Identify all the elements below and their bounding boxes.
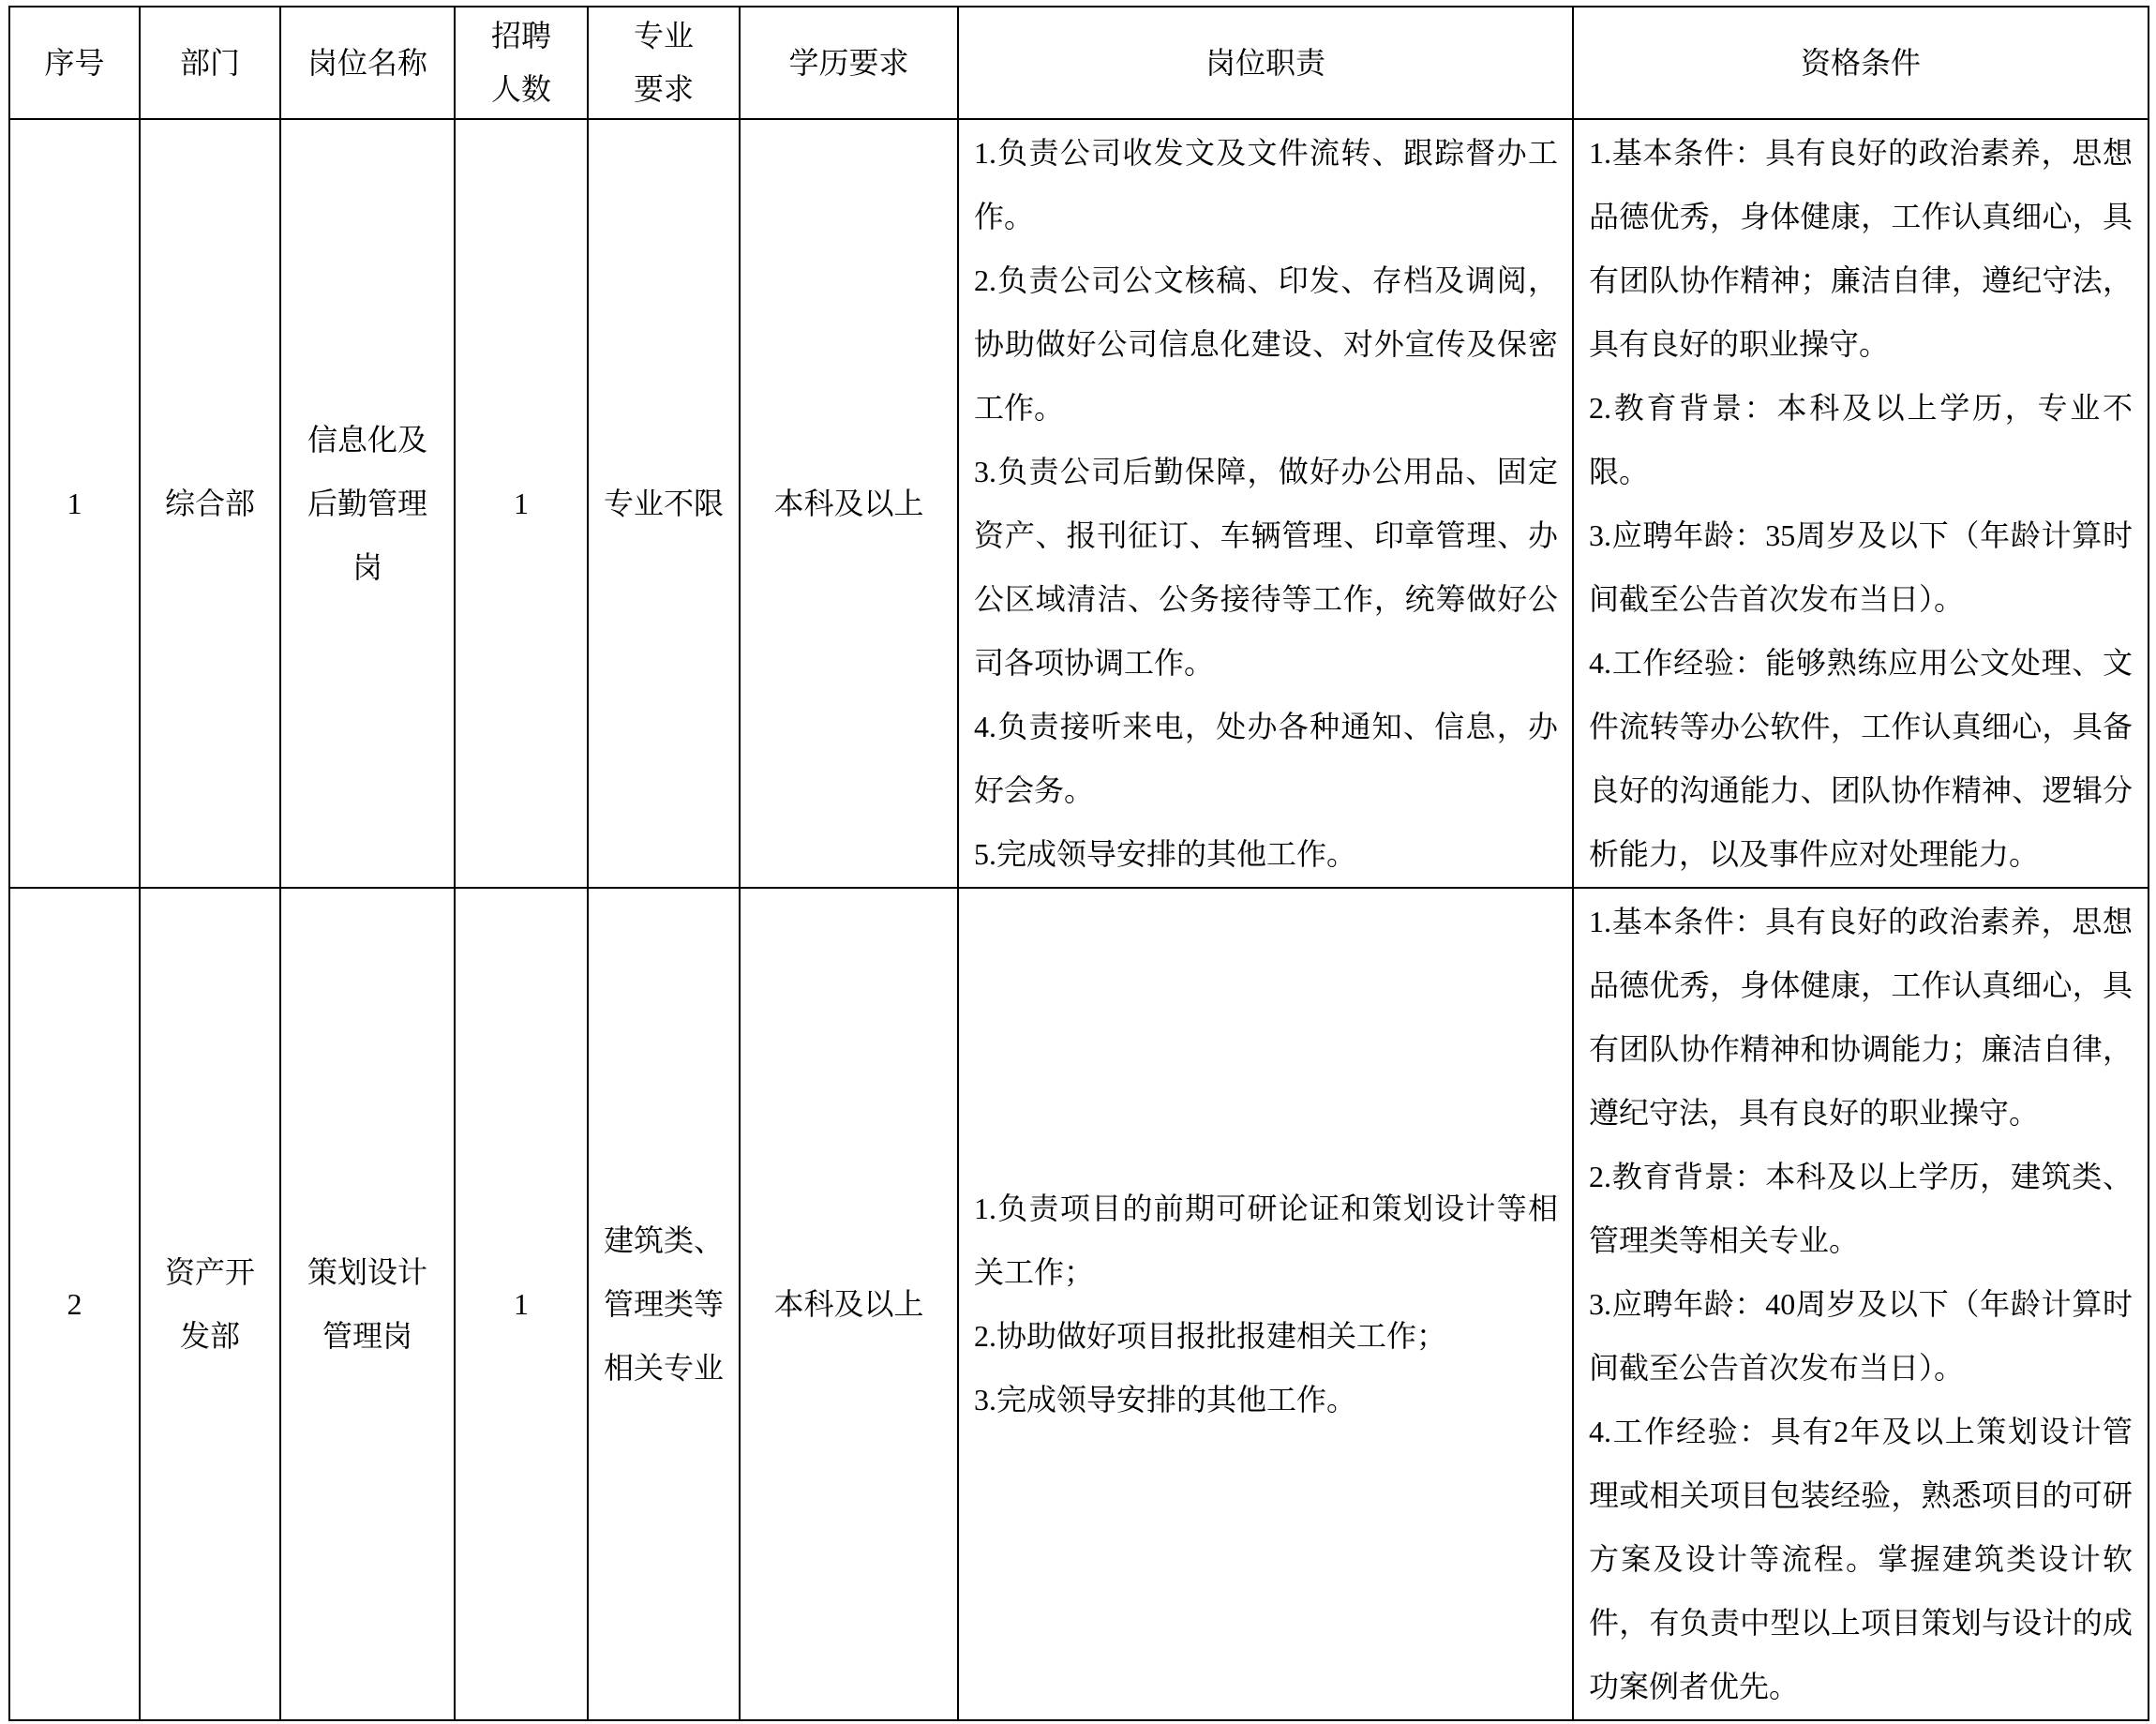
duty-item: 2.负责公司公文核稿、印发、存档及调阅，协助做好公司信息化建设、对外宣传及保密工作。	[974, 263, 1558, 425]
cell-department	[140, 888, 280, 1720]
cell-position	[280, 119, 455, 888]
table-row	[9, 888, 2149, 1720]
cell-department	[140, 119, 280, 888]
header-position: 岗位名称	[280, 7, 455, 119]
recruitment-table	[8, 6, 2149, 1721]
department-label: 资产开发部	[165, 1255, 256, 1353]
qualification-item: 3.应聘年龄：40周岁及以下（年龄计算时间截至公告首次发布当日）。	[1589, 1287, 2133, 1385]
cell-education: 本科及以上	[740, 119, 958, 888]
cell-major	[588, 888, 740, 1720]
qualification-item: 1.基本条件：具有良好的政治素养，思想品德优秀，身体健康，工作认真细心，具有团队协作精神和协调能力；廉洁自律，遵纪守法，具有良好的职业操守。	[1589, 905, 2133, 1130]
document-page	[8, 6, 2149, 1721]
qualification-item: 1.基本条件：具有良好的政治素养，思想品德优秀，身体健康，工作认真细心，具有团队协作精神；廉洁自律，遵纪守法，具有良好的职业操守。	[1589, 136, 2133, 361]
cell-duties	[958, 888, 1573, 1720]
header-education: 学历要求	[740, 7, 958, 119]
header-department: 部门	[140, 7, 280, 119]
header-row	[9, 7, 2149, 119]
cell-headcount: 1	[455, 119, 588, 888]
qualification-item: 2.教育背景：本科及以上学历，专业不限。	[1589, 391, 2133, 488]
position-label: 策划设计管理岗	[307, 1255, 428, 1353]
cell-position	[280, 888, 455, 1720]
header-headcount	[455, 7, 588, 119]
duty-item: 1.负责项目的前期可研论证和策划设计等相关工作；	[974, 1192, 1558, 1289]
duty-item: 5.完成领导安排的其他工作。	[974, 837, 1357, 871]
table-row	[9, 119, 2149, 888]
cell-qualifications	[1573, 119, 2149, 888]
department-label: 综合部	[165, 487, 256, 520]
cell-qualifications	[1573, 888, 2149, 1720]
cell-education: 本科及以上	[740, 888, 958, 1720]
qualification-item: 3.应聘年龄：35周岁及以下（年龄计算时间截至公告首次发布当日）。	[1589, 518, 2133, 616]
cell-duties	[958, 119, 1573, 888]
header-index: 序号	[9, 7, 140, 119]
qualification-item: 4.工作经验：具有2年及以上策划设计管理或相关项目包装经验，熟悉项目的可研方案及设计等流程。掌握建筑类设计软件，有负责中型以上项目策划与设计的成功案例者优先。	[1589, 1415, 2133, 1703]
cell-index: 1	[9, 119, 140, 888]
header-major-label: 专业要求	[634, 19, 695, 106]
header-major	[588, 7, 740, 119]
qualification-item: 4.工作经验：能够熟练应用公文处理、文件流转等办公软件，工作认真细心，具备良好的沟通能力、团队协作精神、逻辑分析能力，以及事件应对处理能力。	[1589, 646, 2133, 871]
duty-item: 3.完成领导安排的其他工作。	[974, 1383, 1357, 1417]
position-label: 信息化及后勤管理岗	[307, 423, 428, 584]
duty-item: 1.负责公司收发文及文件流转、跟踪督办工作。	[974, 136, 1558, 233]
cell-major	[588, 119, 740, 888]
duty-item: 2.协助做好项目报批报建相关工作；	[974, 1319, 1447, 1353]
header-qualifications: 资格条件	[1573, 7, 2149, 119]
cell-index: 2	[9, 888, 140, 1720]
duty-item: 4.负责接听来电，处办各种通知、信息，办好会务。	[974, 710, 1558, 807]
header-headcount-label: 招聘人数	[491, 19, 552, 106]
qualification-item: 2.教育背景：本科及以上学历，建筑类、管理类等相关专业。	[1589, 1160, 2133, 1257]
major-label: 建筑类、管理类等相关专业	[604, 1223, 725, 1385]
header-duties: 岗位职责	[958, 7, 1573, 119]
duty-item: 3.负责公司后勤保障，做好办公用品、固定资产、报刊征订、车辆管理、印章管理、办公区域清洁、公务接待等工作，统筹做好公司各项协调工作。	[974, 455, 1558, 680]
major-label: 专业不限	[604, 487, 725, 520]
cell-headcount: 1	[455, 888, 588, 1720]
